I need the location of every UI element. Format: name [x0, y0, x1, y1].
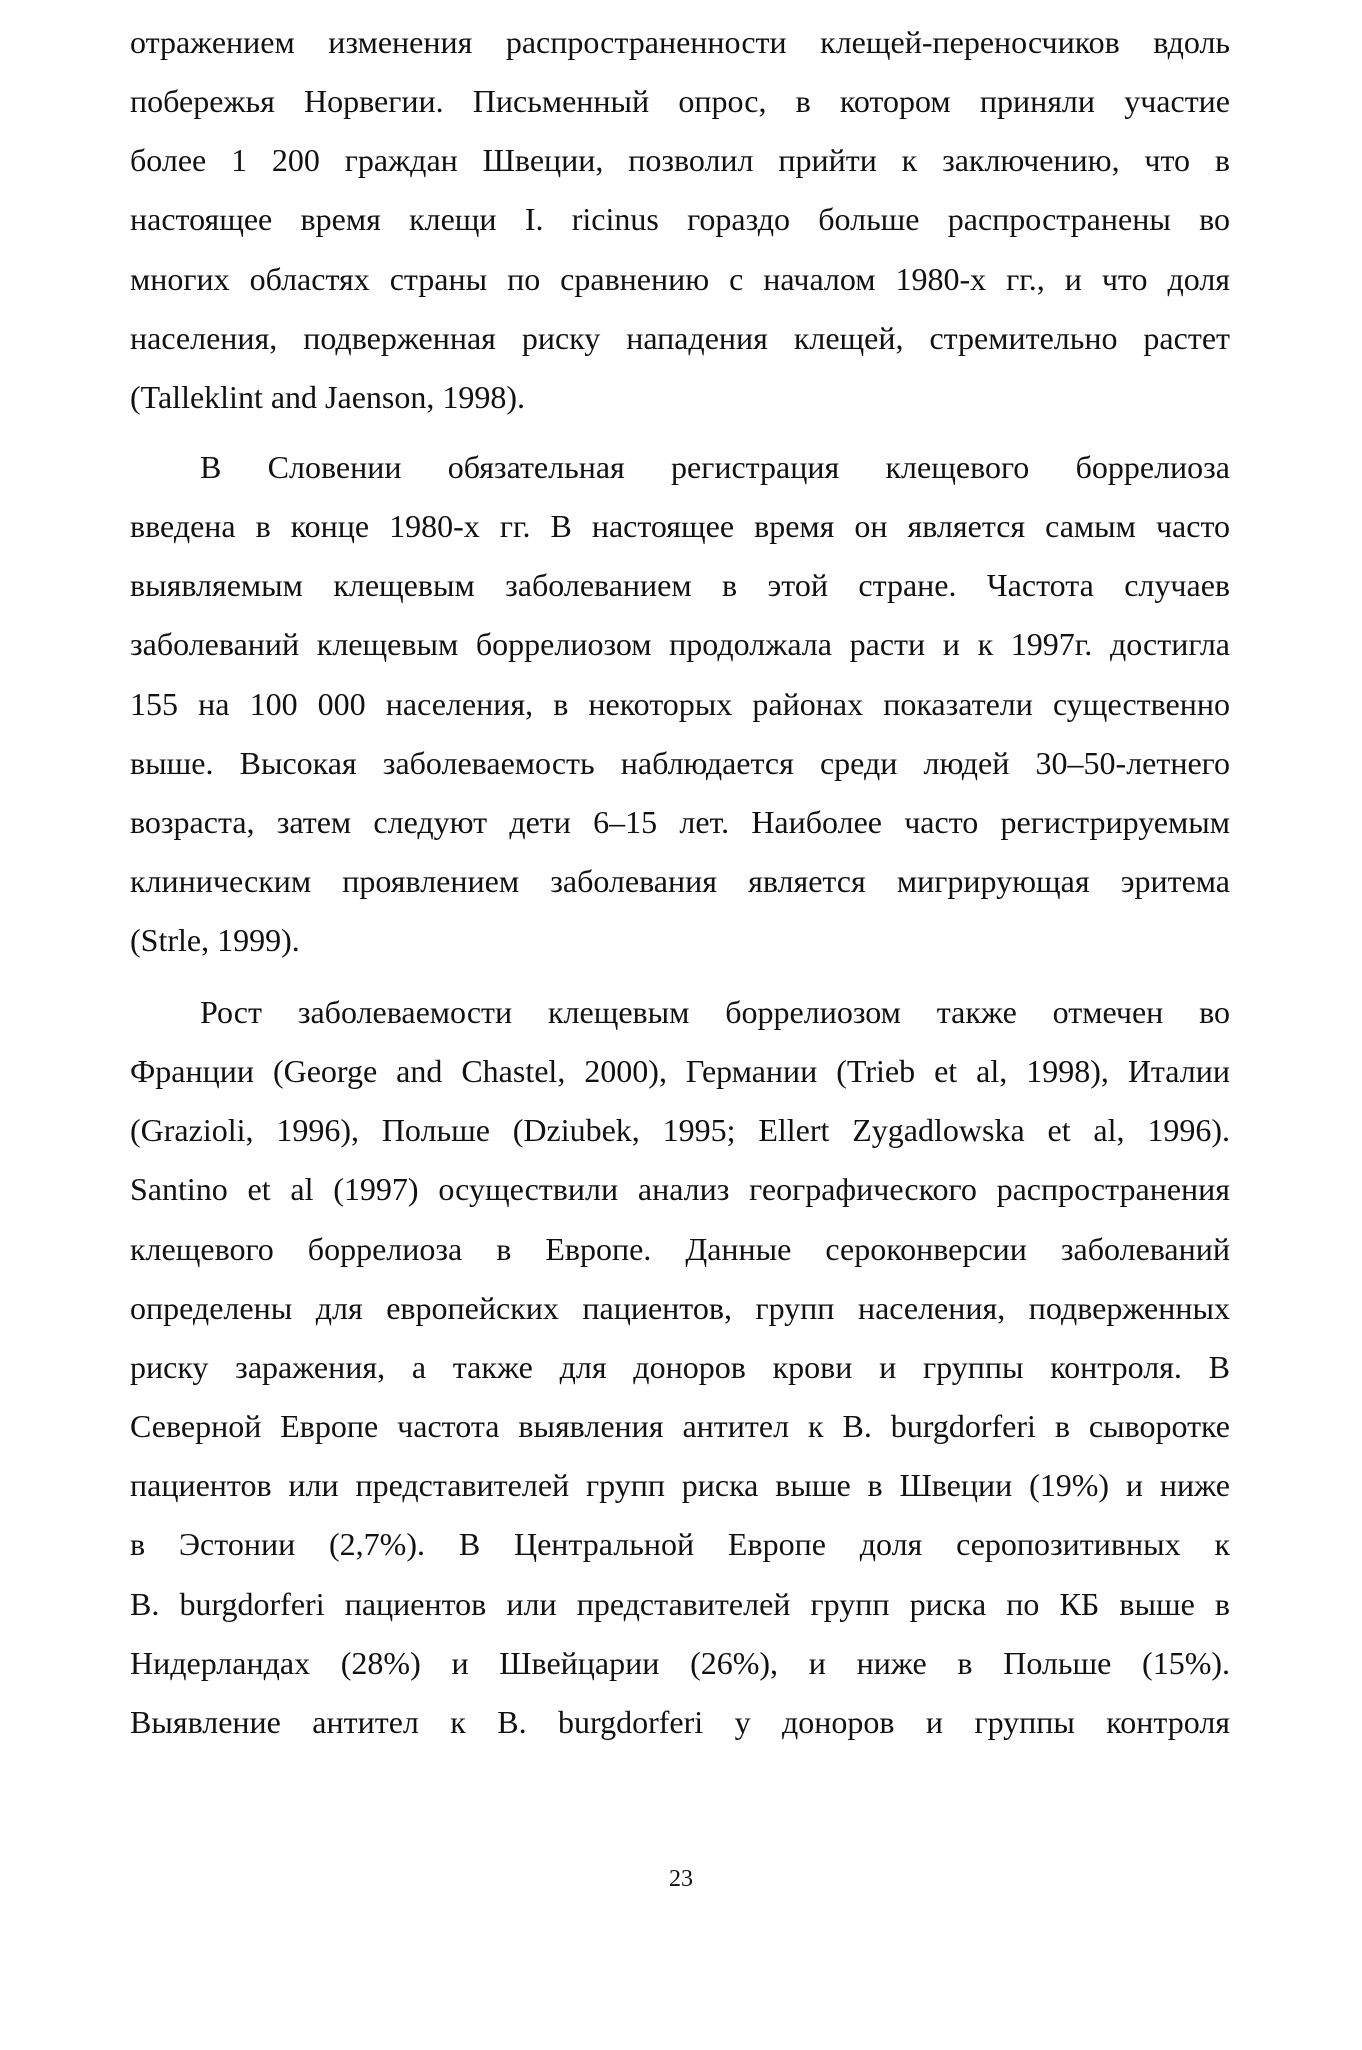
- text-line: 155 на 100 000 населения, в некоторых районах показатели существенно: [130, 686, 1230, 722]
- text-line: (Grazioli, 1996), Польше (Dziubek, 1995; Ellert Zygadlowska et al, 1996).: [130, 1112, 1230, 1148]
- text-line: Северной Европе частота выявления антител к B. burgdorferi в сыворотке: [130, 1408, 1230, 1444]
- text-line: (Strle, 1999).: [130, 922, 300, 958]
- text-line: в Эстонии (2,7%). В Центральной Европе доля серопозитивных к: [130, 1526, 1230, 1562]
- text-line: побережья Норвегии. Письменный опрос, в котором приняли участие: [130, 83, 1230, 119]
- text-line: выше. Высокая заболеваемость наблюдается среди людей 30–50-летнего: [130, 745, 1230, 781]
- text-line: Santino et al (1997) осуществили анализ географического распространения: [130, 1171, 1230, 1207]
- page-number: 23: [669, 1866, 693, 1892]
- text-line: введена в конце 1980-х гг. В настоящее время он является самым часто: [130, 508, 1230, 544]
- text-line: настоящее время клещи I. ricinus гораздо больше распространены во: [130, 201, 1230, 237]
- text-line: заболеваний клещевым боррелиозом продолжала расти и к 1997г. достигла: [130, 626, 1230, 662]
- paragraph-start-line: Рост заболеваемости клещевым боррелиозом также отмечен во: [200, 994, 1230, 1030]
- text-line: клещевого боррелиоза в Европе. Данные сероконверсии заболеваний: [130, 1231, 1230, 1267]
- text-line: Выявление антител к B. burgdorferi у доноров и группы контроля: [130, 1704, 1230, 1740]
- text-line: Франции (George and Chastel, 2000), Германии (Trieb et al, 1998), Италии: [130, 1053, 1230, 1089]
- text-line: клиническим проявлением заболевания является мигрирующая эритема: [130, 863, 1230, 899]
- text-line: многих областях страны по сравнению с началом 1980-х гг., и что доля: [130, 261, 1230, 297]
- text-line: риску заражения, а также для доноров крови и группы контроля. В: [130, 1349, 1230, 1385]
- text-line: B. burgdorferi пациентов или представителей групп риска по КБ выше в: [130, 1586, 1230, 1622]
- text-line: Нидерландах (28%) и Швейцарии (26%), и ниже в Польше (15%).: [130, 1645, 1230, 1681]
- paragraph-start-line: В Словении обязательная регистрация клещевого боррелиоза: [200, 449, 1230, 485]
- text-line: населения, подверженная риску нападения клещей, стремительно растет: [130, 320, 1230, 356]
- text-line: более 1 200 граждан Швеции, позволил прийти к заключению, что в: [130, 142, 1230, 178]
- text-line: возраста, затем следуют дети 6–15 лет. Наиболее часто регистрируемым: [130, 804, 1230, 840]
- text-line: отражением изменения распространенности клещей-переносчиков вдоль: [130, 24, 1230, 60]
- text-line: выявляемым клещевым заболеванием в этой стране. Частота случаев: [130, 567, 1230, 603]
- text-line: определены для европейских пациентов, групп населения, подверженных: [130, 1290, 1230, 1326]
- text-line: (Talleklint and Jaenson, 1998).: [130, 379, 525, 415]
- text-line: пациентов или представителей групп риска выше в Швеции (19%) и ниже: [130, 1467, 1230, 1503]
